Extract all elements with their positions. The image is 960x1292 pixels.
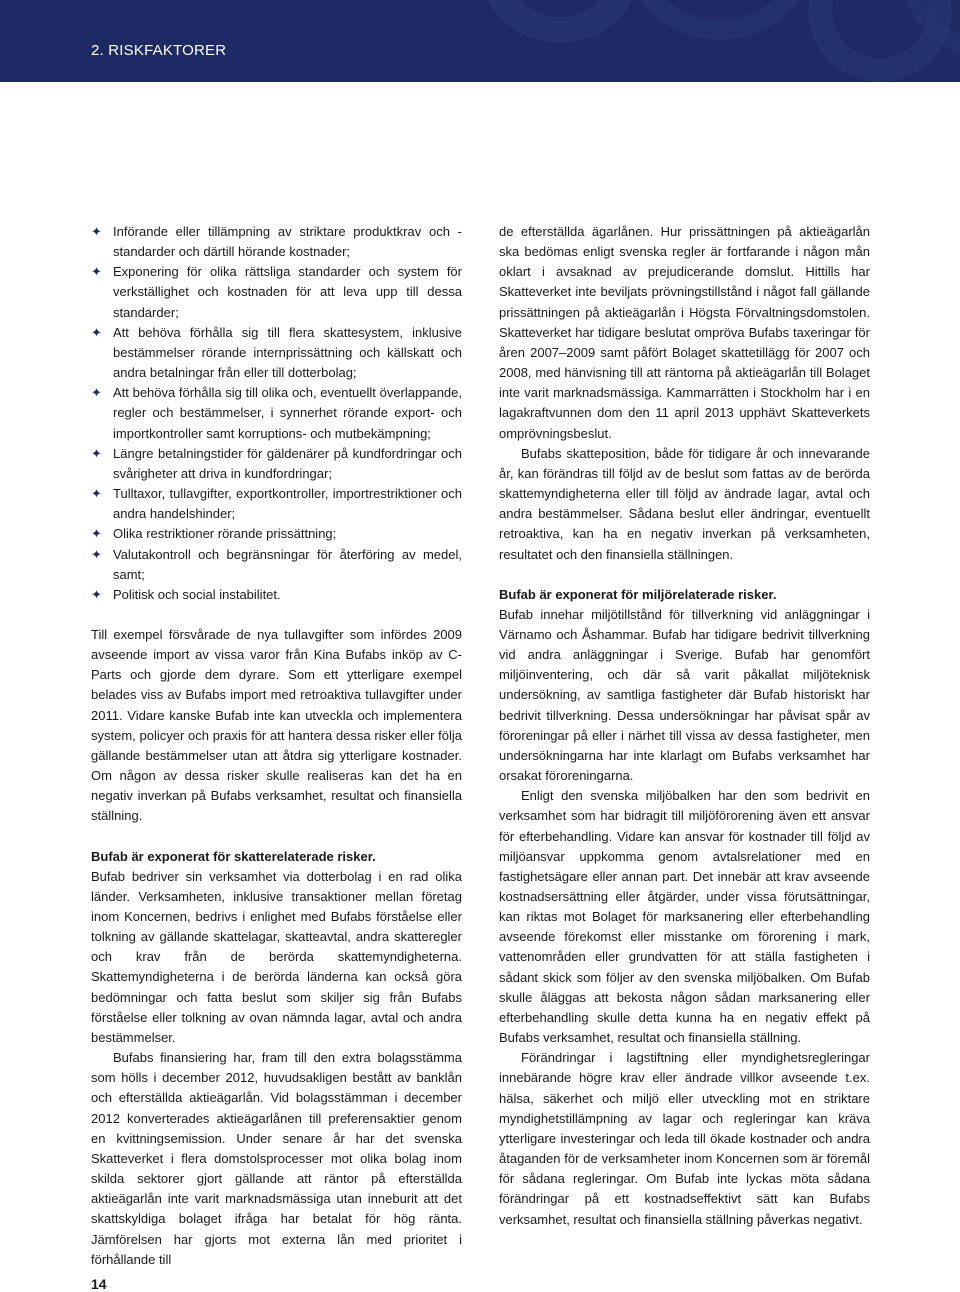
body-paragraph: Bufabs finansiering har, fram till den extra bolagsstämma som hölls i december 2012, huvudsakligen bestått av banklån och efterställda aktieägarlån. Vid bolagsstämman i december 2012 konverterades aktieägarlånen till preferensaktier genom en kvittningsemission. Under senare år har det svenska Skatteverket i flera domstolsprocesser mot olika bolag inom skilda sektorer gjort gällande att räntor på efterställda aktieägarlån inte varit marknadsmässiga utan inneburit att det skattskyldiga bolaget ifråga har betalat för hög ränta. Jämförelsen har gjorts mot externa lån med prioritet i förhållande till [91, 1050, 462, 1267]
body-paragraph: Bufab innehar miljötillstånd för tillverkning vid anläggningar i Värnamo och Åshammar. Bufab har tidigare bedrivit tillverkning vid andra anläggningar i Sverige. Bufab har genomfört miljöinventering, och där så varit påkallat miljöteknisk undersökning, av samtliga fastigheter där Bufab historiskt har bedrivit tillverkning. Dessa undersökningar har påvisat spår av föroreningar på eller i närhet till vissa av dessa fastigheter, men undersökningarna har inte klarlagt om Bufabs verksamhet har orsakat föroreningarna. [499, 606, 870, 784]
list-item: ✦ Politisk och social instabilitet. [91, 585, 462, 605]
four-point-star-icon: ✦ [91, 586, 102, 602]
right-column [499, 222, 870, 1230]
four-point-star-icon: ✦ [91, 224, 102, 239]
section-title: 2. RISKFAKTORER [91, 42, 227, 59]
list-item: ✦ Att behöva förhålla sig till olika och, eventuellt överlappande, regler och bestämmelser, i synnerhet rörande export- och importkontroller samt korruptions- och mutbekämpning; [91, 385, 462, 441]
list-item: ✦ Att behöva förhålla sig till flera skattesystem, inklusive bestämmelser rörande internprissättning och källskatt och andra betalningar från eller till dotterbolag; [91, 324, 462, 381]
page-header [0, 0, 960, 82]
four-point-star-icon: ✦ [91, 486, 102, 502]
section-heading-tax: Bufab är exponerat för skatterelaterade risker. [91, 848, 376, 864]
four-point-star-icon: ✦ [91, 324, 102, 340]
section-heading-environment: Bufab är exponerat för miljörelaterade risker. [499, 586, 777, 602]
list-item: ✦ Exponering för olika rättsliga standarder och system för verkställighet och kostnaden för att leva upp till dessa standarder; [91, 264, 462, 320]
body-paragraph: Enligt den svenska miljöbalken har den som bedrivit en verksamhet som har bidragit till miljöförorening även ett ansvar för efterbehandling. Vidare kan ansvar för kostnader till följd av miljöansvar uppkomma genom avtalsrelationer med en fastighetsägare eller annan part. Det innebär att krav avseende kostnadsersättning eller åtgärder, under vissa förutsättningar, kan riktas mot Bolaget för marksanering eller efterbehandling avseende förekomst eller misstanke om förorening i mark, vattenområden eller grundvatten för att ställa fastigheten i sådant skick som följer av den svenska miljöbalken. Om Bufab skulle åläggas att bekosta någon sådan marksanering eller efterbehandling skulle detta kunna ha en negativ effekt på Bufabs verksamhet, resultat och finansiella ställning. [499, 788, 870, 1046]
list-item: ✦ Införande eller tillämpning av striktare produktkrav och -standarder och därtill hörande kostnader; [91, 224, 462, 260]
body-paragraph: Bufabs skatteposition, både för tidigare år och innevarande år, kan förändras till följd av de beslut som fattas av de berörda skattemyndigheterna eller till följd av ändrade lagar, avtal och andra bestämmelser. Sådana beslut eller ändringar, eventuellt retroaktiva, kan ha en negativ inverkan på verksamheten, resultatet och den finansiella ställningen. [499, 445, 870, 562]
risk-bullet-list [91, 222, 462, 605]
four-point-star-icon: ✦ [91, 526, 102, 542]
four-point-star-icon: ✦ [91, 546, 102, 562]
four-point-star-icon: ✦ [91, 445, 102, 461]
left-column [91, 222, 462, 1270]
list-item: ✦ Valutakontroll och begränsningar för återföring av medel, samt; [91, 546, 462, 582]
page-number: 14 [91, 1276, 107, 1292]
list-item: ✦ Längre betalningstider för gäldenärer på kundfordringar och svårigheter att driva in kundfordringar; [91, 445, 462, 481]
body-paragraph: Förändringar i lagstiftning eller myndighetsregleringar innebärande högre krav eller ändrade villkor avseende t.ex. hälsa, säkerhet och miljö eller utveckling mot en striktare myndighetstillämpning av lagar och regleringar kan kräva ytterligare investeringar och leda till ökade kostnader och andra åtaganden för de verksamheter inom Koncernen som är föremål för sådana regleringar. Om Bufab inte lyckas möta sådana förändringar på ett kostnadseffektivt sätt kan Bufabs verksamhet, resultat och finansiella ställning påverkas negativt. [499, 1050, 870, 1227]
four-point-star-icon: ✦ [91, 385, 102, 401]
body-paragraph: Bufab bedriver sin verksamhet via dotterbolag i en rad olika länder. Verksamheten, inklusive transaktioner mellan företag inom Koncernen, bedrivs i enlighet med Bufabs förståelse eller tolkning av gällande skattelagar, skatteavtal, andra skatteregler och krav från de berörda skattemyndigheterna. Skattemyndigheterna i de berörda länderna kan också göra bedömningar och fatta beslut som skiljer sig från Bufabs förståelse eller tolkning av ovan nämnda lagar, avtal och andra bestämmelser. [91, 868, 462, 1045]
header-decoration [0, 0, 960, 82]
list-item: ✦ Tulltaxor, tullavgifter, exportkontroller, importrestriktioner och andra handelshinder; [91, 486, 462, 522]
list-item: ✦ Olika restriktioner rörande prissättning; [91, 524, 462, 544]
body-paragraph: Till exempel försvårade de nya tullavgifter som infördes 2009 avseende import av vissa varor från Kina Bufabs inköp av C-Parts och gjorde dem dyrare. Som ett ytterligare exempel belades viss av Bufabs import med retroaktiva tullavgifter under 2011. Vidare kanske Bufab inte kan utveckla och implementera system, policyer och praxis för att hantera dessa risker eller följa gällande bestämmelser utan att åtdra sig ytterligare kostnader. Om någon av dessa risker skulle realiseras kan det ha en negativ inverkan på Bufabs verksamhet, resultat och finansiella ställning. [91, 626, 462, 824]
body-paragraph: de efterställda ägarlånen. Hur prissättningen på aktieägarlån ska bedömas enligt svenska regler är fortfarande i någon mån oklart i avsaknad av prejudicerande domslut. Hittills har Skatteverket inte beviljats prövningstillstånd i något fall gällande prissättningen på aktieägarlån i Högsta Förvaltningsdomstolen. Skatteverket har tidigare beslutat ompröva Bufabs taxeringar för åren 2007–2009 samt påfört Bolaget skattetillägg för 2007 och 2008, med hänvisning till att räntorna på aktieägarlån till Bolaget inte varit marknadsmässiga. Kammarrätten i Stockholm har i en lagakraftvunnen dom den 11 april 2013 upphävt Skatteverkets omprövningsbeslut. [499, 224, 870, 441]
four-point-star-icon: ✦ [91, 264, 102, 280]
